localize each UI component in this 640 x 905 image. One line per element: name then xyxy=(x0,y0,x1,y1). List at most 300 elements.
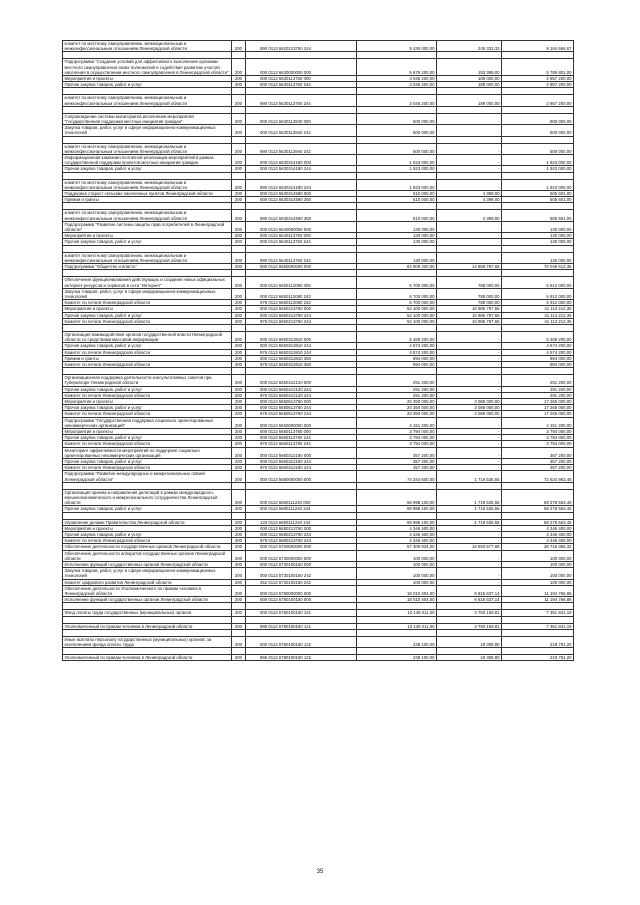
spacer-row xyxy=(63,106,574,113)
executed-amount-cell: - xyxy=(437,417,502,428)
executed-amount-cell: - xyxy=(437,361,502,367)
approved-amount-cell: 69 998 100,00 xyxy=(357,506,437,512)
approved-amount-cell: 100 000,00 xyxy=(357,562,437,568)
empty-cell xyxy=(232,324,246,331)
empty-cell xyxy=(63,512,232,519)
executed-amount-cell: - xyxy=(437,386,502,392)
line-code-cell: 200 xyxy=(232,411,246,417)
classification-code-cell: 976 0113 6660113760 244 xyxy=(246,441,357,447)
empty-cell xyxy=(357,482,437,489)
empty-cell xyxy=(437,172,502,179)
unexecuted-amount-cell: 130 000,00 xyxy=(502,239,574,245)
table-row xyxy=(63,636,574,647)
empty-cell xyxy=(502,203,574,210)
executed-amount-cell: 4 793 169,81 xyxy=(437,623,502,629)
line-code-cell: 200 xyxy=(232,428,246,434)
unexecuted-amount-cell: 291 200,00 xyxy=(502,375,574,386)
classification-code-cell: 000 0113 6780100150 122 xyxy=(246,636,357,647)
name-cell: Премии и гранты xyxy=(63,355,232,361)
unexecuted-amount-cell: 357 200,00 xyxy=(502,465,574,471)
approved-amount-cell: 238 100,00 xyxy=(357,636,437,647)
executed-amount-cell: 6 815 637,14 xyxy=(437,585,502,596)
name-cell: комитет по местному самоуправлению, межнациональным и межконфессиональным отношениям Ленинградской области xyxy=(63,41,232,52)
classification-code-cell: 000 0113 6630314180 000 xyxy=(246,155,357,166)
executed-amount-cell: 10 986 787,65 xyxy=(437,312,502,318)
spacer-row xyxy=(63,245,574,252)
empty-cell xyxy=(63,368,232,375)
executed-amount-cell: - xyxy=(437,538,502,544)
approved-amount-cell: 500 000,00 xyxy=(357,143,437,154)
line-code-cell: 200 xyxy=(232,585,246,596)
approved-amount-cell: 3 046 200,00 xyxy=(357,76,437,82)
empty-cell xyxy=(502,482,574,489)
line-code-cell: 200 xyxy=(232,143,246,154)
approved-amount-cell: 510 000,00 xyxy=(357,197,437,203)
empty-cell xyxy=(502,368,574,375)
classification-code-cell: 000 0113 6730100150 242 xyxy=(246,568,357,579)
line-code-cell: 200 xyxy=(232,597,246,603)
executed-amount-cell: 4 399,00 xyxy=(437,197,502,203)
name-cell: Комитет по печати Ленинградской области xyxy=(63,411,232,417)
name-cell: Закупка товаров, работ, услуг в сфере информационно-коммуникационных технологий xyxy=(63,568,232,579)
unexecuted-amount-cell: 130 000,00 xyxy=(502,233,574,239)
executed-amount-cell: 1 719 536,55 xyxy=(437,471,502,482)
line-code-cell: 200 xyxy=(232,405,246,411)
approved-amount-cell: 74 344 500,00 xyxy=(357,471,437,482)
empty-cell xyxy=(502,629,574,636)
empty-cell xyxy=(232,203,246,210)
approved-amount-cell: 4 574 200,00 xyxy=(357,349,437,355)
line-code-cell: 200 xyxy=(232,191,246,197)
unexecuted-amount-cell: 1 923 000,00 xyxy=(502,166,574,172)
unexecuted-amount-cell: 70 049 612,35 xyxy=(502,264,574,270)
unexecuted-amount-cell: 357 200,00 xyxy=(502,447,574,458)
approved-amount-cell: 3 046 200,00 xyxy=(357,95,437,106)
spacer-row xyxy=(63,88,574,95)
name-cell: Комитет по печати Ленинградской области xyxy=(63,318,232,324)
classification-code-cell: 000 0113 6650412120 000 xyxy=(246,375,357,386)
budget-execution-table xyxy=(62,40,574,661)
table-row xyxy=(63,41,574,52)
spacer-row xyxy=(63,172,574,179)
line-code-cell: 200 xyxy=(232,568,246,579)
executed-amount-cell: - xyxy=(437,392,502,398)
table-row xyxy=(63,143,574,154)
table-row xyxy=(63,489,574,506)
classification-code-cell: 000 0113 6630000000 000 xyxy=(246,59,357,76)
line-code-cell: 200 xyxy=(232,519,246,525)
unexecuted-amount-cell: 4 574 200,00 xyxy=(502,349,574,355)
table-row xyxy=(63,375,574,386)
spacer-row xyxy=(63,203,574,210)
classification-code-cell: 976 0113 6680213760 244 xyxy=(246,538,357,544)
empty-cell xyxy=(63,172,232,179)
classification-code-cell: 000 0113 6650112080 242 xyxy=(246,288,357,299)
approved-amount-cell: 20 350 000,00 xyxy=(357,398,437,404)
executed-amount-cell: 189 000,00 xyxy=(437,82,502,88)
approved-amount-cell: 357 200,00 xyxy=(357,458,437,464)
empty-cell xyxy=(246,106,357,113)
approved-amount-cell: 69 998 100,00 xyxy=(357,489,437,506)
line-code-cell: 200 xyxy=(232,532,246,538)
approved-amount-cell: 18 010 404,00 xyxy=(357,585,437,596)
empty-cell xyxy=(502,603,574,610)
classification-code-cell: 000 0113 6630314590 000 xyxy=(246,191,357,197)
name-cell: Прочая закупка товаров, работ и услуг xyxy=(63,458,232,464)
empty-cell xyxy=(357,88,437,95)
line-code-cell: 200 xyxy=(232,525,246,531)
executed-amount-cell: - xyxy=(437,166,502,172)
classification-code-cell: 000 0113 6680213760 000 xyxy=(246,525,357,531)
executed-amount-cell: - xyxy=(437,179,502,190)
empty-cell xyxy=(246,648,357,655)
approved-amount-cell: 130 000,00 xyxy=(357,239,437,245)
approved-amount-cell: 100 000,00 xyxy=(357,550,437,561)
classification-code-cell: 990 0113 6630113760 244 xyxy=(246,95,357,106)
classification-code-cell: 976 0113 6650412120 244 xyxy=(246,392,357,398)
empty-cell xyxy=(357,52,437,59)
classification-code-cell: 000 0113 6650213760 244 xyxy=(246,312,357,318)
classification-code-cell: 000 0113 6650313810 244 xyxy=(246,343,357,349)
name-cell: Комитет по печати Ленинградской области xyxy=(63,392,232,398)
executed-amount-cell: - xyxy=(437,447,502,458)
executed-amount-cell: - xyxy=(437,331,502,342)
empty-cell xyxy=(357,245,437,252)
approved-amount-cell: 18 010 404,00 xyxy=(357,597,437,603)
page-number: 35 xyxy=(316,869,324,875)
empty-cell xyxy=(246,603,357,610)
table-row xyxy=(63,95,574,106)
executed-amount-cell: 10 986 787,65 xyxy=(437,306,502,312)
name-cell: Комитет по печати Ленинградской области xyxy=(63,465,232,471)
empty-cell xyxy=(232,629,246,636)
approved-amount-cell: 6 700 000,00 xyxy=(357,277,437,288)
name-cell: Сопровождение системы мониторинга исполнения мероприятия "Государственная поддержка местных инициатив граждан" xyxy=(63,113,232,124)
unexecuted-amount-cell: 100 000,00 xyxy=(502,579,574,585)
line-code-cell: 200 xyxy=(232,221,246,232)
name-cell: Комитет по печати Ленинградской области xyxy=(63,538,232,544)
spacer-row xyxy=(63,482,574,489)
line-code-cell: 200 xyxy=(232,233,246,239)
table-row xyxy=(63,221,574,232)
name-cell: Прочая закупка товаров, работ и услуг xyxy=(63,166,232,172)
line-code-cell: 200 xyxy=(232,197,246,203)
name-cell: Управление делами Правительства Ленинградской области xyxy=(63,519,232,525)
line-code-cell: 200 xyxy=(232,375,246,386)
classification-code-cell: 000 0113 6660312180 244 xyxy=(246,458,357,464)
table-row xyxy=(63,277,574,288)
name-cell: Подпрограмма "Создание условий для эффективного выполнения органами местного самоуправления своих полномочий и содействие развитию участия населения в осуществлении местного самоуправления в Ленинградской области" xyxy=(63,59,232,76)
empty-cell xyxy=(63,245,232,252)
empty-cell xyxy=(437,324,502,331)
name-cell: Информационная кампания поэтапной реализации мероприятий в рамках государственной поддержки проектов местных инициатив граждан xyxy=(63,155,232,166)
approved-amount-cell: 3 794 000,00 xyxy=(357,441,437,447)
classification-code-cell: 000 0113 6650513760 000 xyxy=(246,398,357,404)
name-cell: Прочая закупка товаров, работ и услуг xyxy=(63,312,232,318)
approved-amount-cell: 12 145 011,00 xyxy=(357,623,437,629)
unexecuted-amount-cell: 2 857 200,00 xyxy=(502,95,574,106)
classification-code-cell: 252 0113 6730100150 242 xyxy=(246,579,357,585)
executed-amount-cell: 6 815 637,14 xyxy=(437,597,502,603)
empty-cell xyxy=(232,106,246,113)
unexecuted-amount-cell: 500 000,00 xyxy=(502,125,574,136)
classification-code-cell: 000 0113 6630314590 350 xyxy=(246,197,357,203)
name-cell: Прочая закупка товаров, работ и услуг xyxy=(63,506,232,512)
unexecuted-amount-cell: 130 000,00 xyxy=(502,221,574,232)
executed-amount-cell: 788 000,00 xyxy=(437,277,502,288)
empty-cell xyxy=(502,136,574,143)
classification-code-cell: 990 0113 6630314180 244 xyxy=(246,179,357,190)
unexecuted-amount-cell: 505 601,00 xyxy=(502,197,574,203)
executed-amount-cell: 788 000,00 xyxy=(437,288,502,299)
classification-code-cell: 990 0113 6640113760 244 xyxy=(246,252,357,263)
empty-cell xyxy=(63,603,232,610)
approved-amount-cell: 500 000,00 xyxy=(357,125,437,136)
unexecuted-amount-cell: 894 000,00 xyxy=(502,361,574,367)
unexecuted-amount-cell: 291 200,00 xyxy=(502,386,574,392)
spacer-row xyxy=(63,368,574,375)
name-cell: Обеспечение функционирования действующих и создание новых официальных интернет-ресурсов и сервисов в сети "Интернет" xyxy=(63,277,232,288)
classification-code-cell: 000 0113 6680111240 000 xyxy=(246,489,357,506)
classification-code-cell: 000 0113 6700000000 000 xyxy=(246,544,357,550)
name-cell: Мероприятия и проекты xyxy=(63,306,232,312)
line-code-cell: 200 xyxy=(232,506,246,512)
unexecuted-amount-cell: 100 000,00 xyxy=(502,562,574,568)
name-cell: Прочая закупка товаров, работ и услуг xyxy=(63,386,232,392)
unexecuted-amount-cell: 357 200,00 xyxy=(502,458,574,464)
name-cell: Мероприятия и проекты xyxy=(63,76,232,82)
unexecuted-amount-cell: 100 000,00 xyxy=(502,568,574,579)
empty-cell xyxy=(502,616,574,623)
classification-code-cell: 000 0113 6650213760 000 xyxy=(246,306,357,312)
table-row xyxy=(63,417,574,428)
unexecuted-amount-cell: 500 000,00 xyxy=(502,143,574,154)
classification-code-cell: 000 0113 6650513760 244 xyxy=(246,405,357,411)
executed-amount-cell: - xyxy=(437,113,502,124)
approved-amount-cell: 500 000,00 xyxy=(357,113,437,124)
executed-amount-cell: - xyxy=(437,458,502,464)
line-code-cell: 200 xyxy=(232,489,246,506)
empty-cell xyxy=(232,603,246,610)
approved-amount-cell: 1 923 000,00 xyxy=(357,179,437,190)
approved-amount-cell: 510 000,00 xyxy=(357,191,437,197)
unexecuted-amount-cell: 4 346 400,00 xyxy=(502,525,574,531)
empty-cell xyxy=(63,629,232,636)
empty-cell xyxy=(357,172,437,179)
approved-amount-cell: 357 200,00 xyxy=(357,465,437,471)
executed-amount-cell: - xyxy=(437,465,502,471)
empty-cell xyxy=(437,270,502,277)
unexecuted-amount-cell: 4 151 200,00 xyxy=(502,417,574,428)
empty-cell xyxy=(437,629,502,636)
empty-cell xyxy=(357,512,437,519)
line-code-cell: 200 xyxy=(232,435,246,441)
empty-cell xyxy=(437,648,502,655)
line-code-cell: 200 xyxy=(232,41,246,52)
empty-cell xyxy=(502,324,574,331)
classification-code-cell: 000 0113 6660113760 000 xyxy=(246,428,357,434)
executed-amount-cell: 788 000,00 xyxy=(437,300,502,306)
approved-amount-cell: 20 350 000,00 xyxy=(357,405,437,411)
name-cell: Мероприятия и проекты xyxy=(63,428,232,434)
empty-cell xyxy=(63,648,232,655)
line-code-cell: 200 xyxy=(232,392,246,398)
name-cell: комитет по местному самоуправлению, межнациональным и межконфессиональным отношениям Ленинградской области xyxy=(63,210,232,221)
unexecuted-amount-cell: 1 923 000,00 xyxy=(502,179,574,190)
executed-amount-cell: 1 719 536,55 xyxy=(437,489,502,506)
name-cell: Организация приема и направления делегаций в рамках международного, внешнеэкономического и межрегионального сотрудничества Ленинградской области xyxy=(63,489,232,506)
line-code-cell: 200 xyxy=(232,318,246,324)
empty-cell xyxy=(437,52,502,59)
line-code-cell: 200 xyxy=(232,277,246,288)
empty-cell xyxy=(437,616,502,623)
empty-cell xyxy=(502,172,574,179)
empty-cell xyxy=(246,482,357,489)
classification-code-cell: 000 0113 6640000000 000 xyxy=(246,221,357,232)
name-cell: Подпрограмма "Развитие системы защиты прав потребителей в Ленинградской области" xyxy=(63,221,232,232)
empty-cell xyxy=(232,512,246,519)
unexecuted-amount-cell: 505 601,00 xyxy=(502,191,574,197)
line-code-cell: 200 xyxy=(232,300,246,306)
name-cell: комитет по местному самоуправлению, межнациональным и межконфессиональным отношениям Ленинградской области xyxy=(63,95,232,106)
line-code-cell: 200 xyxy=(232,562,246,568)
name-cell: Прочая закупка товаров, работ и услуг xyxy=(63,532,232,538)
executed-amount-cell: - xyxy=(437,239,502,245)
table-row xyxy=(63,210,574,221)
classification-code-cell: 995 0113 6780100150 122 xyxy=(246,655,357,661)
empty-cell xyxy=(232,52,246,59)
unexecuted-amount-cell: 17 265 000,00 xyxy=(502,398,574,404)
classification-code-cell: 000 0113 6640113760 244 xyxy=(246,239,357,245)
empty-cell xyxy=(357,603,437,610)
executed-amount-cell: - xyxy=(437,525,502,531)
executed-amount-cell: 4 793 169,81 xyxy=(437,610,502,616)
approved-amount-cell: 3 794 000,00 xyxy=(357,435,437,441)
approved-amount-cell: 357 200,00 xyxy=(357,447,437,458)
classification-code-cell: 976 0113 6650313810 244 xyxy=(246,349,357,355)
executed-amount-cell: - xyxy=(437,125,502,136)
unexecuted-amount-cell: 291 200,00 xyxy=(502,392,574,398)
empty-cell xyxy=(246,203,357,210)
executed-amount-cell: - xyxy=(437,435,502,441)
spacer-row xyxy=(63,270,574,277)
empty-cell xyxy=(232,482,246,489)
approved-amount-cell: 510 000,00 xyxy=(357,210,437,221)
line-code-cell: 200 xyxy=(232,355,246,361)
empty-cell xyxy=(232,136,246,143)
line-code-cell: 200 xyxy=(232,417,246,428)
empty-cell xyxy=(246,270,357,277)
empty-cell xyxy=(437,245,502,252)
empty-cell xyxy=(357,270,437,277)
executed-amount-cell: 1 719 536,55 xyxy=(437,519,502,525)
empty-cell xyxy=(437,368,502,375)
table-row xyxy=(63,585,574,596)
name-cell: Прочая закупка товаров, работ и услуг xyxy=(63,435,232,441)
unexecuted-amount-cell: 5 912 000,00 xyxy=(502,288,574,299)
line-code-cell: 200 xyxy=(232,76,246,82)
empty-cell xyxy=(63,482,232,489)
unexecuted-amount-cell: 4 346 400,00 xyxy=(502,532,574,538)
empty-cell xyxy=(246,512,357,519)
empty-cell xyxy=(246,52,357,59)
name-cell: Поддержка старост сельских населенных пунктов Ленинградской области xyxy=(63,191,232,197)
empty-cell xyxy=(357,368,437,375)
approved-amount-cell: 130 000,00 xyxy=(357,233,437,239)
name-cell: Закупка товаров, работ, услуг в сфере информационно-коммуникационных технологий xyxy=(63,125,232,136)
spacer-row xyxy=(63,648,574,655)
approved-amount-cell: 1 923 000,00 xyxy=(357,155,437,166)
unexecuted-amount-cell: 2 857 200,00 xyxy=(502,76,574,82)
name-cell: Комитет по печати Ленинградской области xyxy=(63,349,232,355)
approved-amount-cell: 5 679 200,00 xyxy=(357,59,437,76)
executed-amount-cell: 4 399,00 xyxy=(437,210,502,221)
approved-amount-cell: 52 100 000,00 xyxy=(357,312,437,318)
unexecuted-amount-cell: 100 000,00 xyxy=(502,550,574,561)
unexecuted-amount-cell: 41 113 212,35 xyxy=(502,312,574,318)
name-cell: Мероприятия и проекты xyxy=(63,398,232,404)
executed-amount-cell: 245 333,33 xyxy=(437,41,502,52)
line-code-cell: 200 xyxy=(232,465,246,471)
classification-code-cell: 000 0113 6650412120 244 xyxy=(246,386,357,392)
spacer-row xyxy=(63,324,574,331)
unexecuted-amount-cell: 11 194 766,86 xyxy=(502,597,574,603)
name-cell: Комитет по печати Ленинградской области xyxy=(63,300,232,306)
unexecuted-amount-cell: 218 791,20 xyxy=(502,636,574,647)
approved-amount-cell: 4 346 400,00 xyxy=(357,532,437,538)
line-code-cell: 200 xyxy=(232,264,246,270)
table-row xyxy=(63,125,574,136)
unexecuted-amount-cell: 5 912 000,00 xyxy=(502,277,574,288)
executed-amount-cell: 3 085 000,00 xyxy=(437,398,502,404)
empty-cell xyxy=(232,616,246,623)
line-code-cell: 200 xyxy=(232,82,246,88)
approved-amount-cell: 291 200,00 xyxy=(357,386,437,392)
name-cell: Подпрограмма "Развитие международных и межрегиональных связей Ленинградской области" xyxy=(63,471,232,482)
classification-code-cell: 133 0113 6680111240 244 xyxy=(246,519,357,525)
name-cell: Закупка товаров, работ, услуг в сфере информационно-коммуникационных технологий xyxy=(63,288,232,299)
name-cell: Уполномоченный по правам человека в Ленинградской области xyxy=(63,655,232,661)
line-code-cell: 200 xyxy=(232,386,246,392)
executed-amount-cell: - xyxy=(437,441,502,447)
empty-cell xyxy=(246,172,357,179)
empty-cell xyxy=(357,616,437,623)
empty-cell xyxy=(437,136,502,143)
executed-amount-cell: - xyxy=(437,579,502,585)
executed-amount-cell: 189 000,00 xyxy=(437,95,502,106)
executed-amount-cell: 3 085 000,00 xyxy=(437,411,502,417)
name-cell: Организация взаимодействия органов государственной власти Ленинградской области со средствами массовой информации xyxy=(63,331,232,342)
approved-amount-cell: 52 100 000,00 xyxy=(357,306,437,312)
line-code-cell: 200 xyxy=(232,349,246,355)
classification-code-cell: 995 0113 6780100150 121 xyxy=(246,623,357,629)
line-code-cell: 200 xyxy=(232,623,246,629)
line-code-cell: 200 xyxy=(232,125,246,136)
approved-amount-cell: 1 923 000,00 xyxy=(357,166,437,172)
unexecuted-amount-cell: 3 794 000,00 xyxy=(502,435,574,441)
table-row xyxy=(63,113,574,124)
line-code-cell: 200 xyxy=(232,538,246,544)
name-cell: Премии и гранты xyxy=(63,197,232,203)
name-cell: комитет по местному самоуправлению, межнациональным и межконфессиональным отношениям Ленинградской области xyxy=(63,252,232,263)
name-cell: Организационная поддержка деятельности консультативных советов при Губернаторе Ленинградской области xyxy=(63,375,232,386)
line-code-cell: 200 xyxy=(232,579,246,585)
approved-amount-cell: 4 151 200,00 xyxy=(357,417,437,428)
approved-amount-cell: 894 000,00 xyxy=(357,361,437,367)
empty-cell xyxy=(63,616,232,623)
table-row xyxy=(63,59,574,76)
executed-amount-cell: - xyxy=(437,375,502,386)
